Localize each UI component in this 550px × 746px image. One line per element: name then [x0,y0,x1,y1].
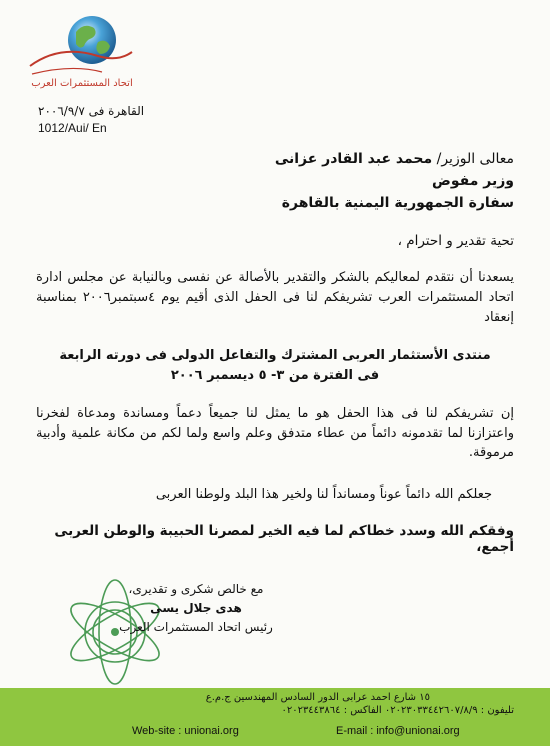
forum-period: فى الفترة من ٣- ٥ ديسمبر ٢٠٠٦ [170,368,380,383]
recipient-name: محمد عبد القادر عزانى [274,151,433,167]
body-paragraph-3: جعلكم الله دائماً عوناً ومسانداً لنا ولخير هذا البلد ولوطنا العربى [155,487,492,502]
recipient-title: معالى الوزير/ [436,151,514,167]
forum-heading [36,346,514,386]
body-paragraph-4: وفقكم الله وسدد خطاكم لما فيه الخير لمصرنا الحبيبة والوطن العربى أجمع، [54,523,514,555]
email-label: E-mail : [336,725,374,737]
body-paragraph-1: يسعدنا أن نتقدم لمعاليكم بالشكر والتقدير بالأصالة عن نفسى وبالنيابة عن مجلس ادارة اتحاد المستثمرات العرب تشريفكم لنا فى الحفل الذى أقيم يوم ٤سبتمبر٢٠٠٦ بمناسبة إنعقاد [36,270,514,325]
email-link[interactable]: info@unionai.org [376,725,460,737]
letter-reference: 1012/Aui/ En [38,121,107,135]
letterhead-footer [0,688,550,746]
footer-email [336,725,460,737]
closing-phrase: مع خالص شكرى و تقديرى، [128,582,264,596]
recipient-position: وزير مفوض [432,173,514,189]
signatory-name: هدى جلال يسى [150,601,242,615]
footer-website [132,725,239,737]
body-paragraph-2: إن تشريفكم لنا فى هذا الحفل هو ما يمثل لنا جميعاً دعماً ومساندة ومدعاة لفخرنا واعتزازنا لما تقدمونه دائماً من عطاء متدفق وعلم واسع ولما لكم من مكانة علمية وأدبية مرموقة. [36,406,514,460]
website-label: Web-site : [132,725,182,737]
recipient-line-1 [54,148,514,170]
date-reference-block [38,103,198,137]
website-link[interactable]: unionai.org [184,725,239,737]
footer-address: ١٥ شارع احمد عرابى الدور السادس المهندسين ج.م.ع [205,692,430,703]
recipient-embassy: سفارة الجمهورية اليمنية بالقاهرة [281,195,514,211]
signatory-title: رئيس اتحاد المستثمرات العرب [119,620,273,634]
forum-title: منتدى الأستثمار العربى المشترك والتفاعل الدولى فى دورته الرابعة [59,348,491,363]
footer-phones: تليفون : ٠٢٠٢٣٠٣٣٤٤٢٦٠٧/٨/٩ الفاكس : ٠٢٠٢٣٤٤٣٨٦٤ [281,705,514,716]
greeting: تحية تقدير و احترام ، [397,233,514,249]
logo-caption: اتحاد المستثمرات العرب [31,78,133,89]
union-logo [24,12,136,90]
recipient-address [54,148,514,214]
letter-date: القاهرة فى ٢٠٠٦/٩/٧ [38,104,145,118]
signature-block [96,580,296,637]
